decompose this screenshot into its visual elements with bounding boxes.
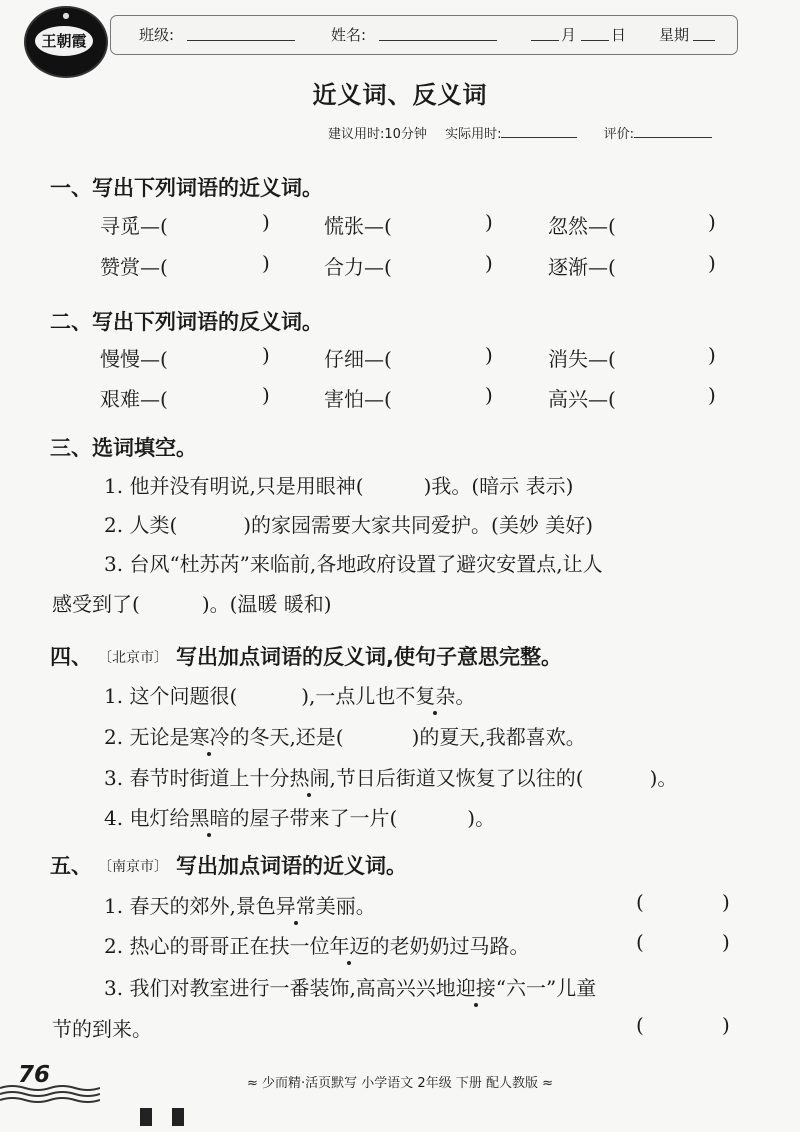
synonym-close: ) [485,251,493,275]
question-5-3-line2: 节的到来。 [52,1017,152,1041]
class-label: 班级: [139,26,175,44]
antonym-item: 艰难—( [100,387,168,411]
antonym-close: ) [485,383,493,407]
antonym-close: ) [708,383,716,407]
section-2-heading: 二、写出下列词语的反义词。 [50,310,323,334]
student-info-bar [110,15,738,55]
binding-mark [140,1108,152,1126]
answer-paren-close: ) [722,890,730,914]
actual-time-field[interactable] [501,123,577,138]
weekday-field[interactable] [693,26,715,41]
antonym-item: 慢慢—( [100,347,168,371]
answer-paren-close: ) [722,930,730,954]
day-label: 日 [611,26,627,44]
actual-time-label: 实际用时: [445,127,502,142]
question-5-2: 2. 热心的哥哥正在扶一位年迈的老奶奶过马路。 [104,930,529,959]
suggested-time: 建议用时:10分钟 [328,127,427,142]
section-1-heading: 一、写出下列词语的近义词。 [50,176,323,200]
page-number: 76 [18,1062,51,1088]
brand-logo [24,6,108,78]
section-4-heading: 四、〔 北京市 〕 写出加点词语的反义词,使句子意思完整。 [50,641,562,671]
month-field[interactable] [531,26,559,41]
question-4-1: 1. 这个问题很( ),一点儿也不复杂。 [104,680,475,709]
synonym-close: ) [262,210,270,234]
question-4-3: 3. 春节时街道上十分热闹,节日后街道又恢复了以往的( )。 [104,762,677,791]
region-tag: 〔 北京市 〕 [94,647,172,669]
antonym-item: 仔细—( [324,347,392,371]
weekday-label: 星期 [659,26,690,44]
synonym-close: ) [485,210,493,234]
name-label: 姓名: [331,26,367,44]
answer-paren-close: ) [722,1013,730,1037]
synonym-item: 寻觅—( [100,214,168,238]
antonym-close: ) [485,343,493,367]
answer-paren-open: ( [636,930,644,954]
antonym-item: 高兴—( [548,387,616,411]
binding-mark [172,1108,184,1126]
question-5-3-line1: 3. 我们对教室进行一番装饰,高高兴兴地迎接“六一”儿童 [104,972,596,1001]
footer-text: ≈ 少而精·活页默写 小学语文 2年级 下册 配人教版 ≈ [247,1076,553,1091]
answer-paren-open: ( [636,1013,644,1037]
synonym-close: ) [262,251,270,275]
logo-text: 王朝霞 [35,26,93,56]
synonym-item: 慌张—( [324,214,392,238]
antonym-item: 害怕—( [324,387,392,411]
synonym-item: 赞赏—( [100,255,168,279]
synonym-close: ) [708,210,716,234]
time-meta [328,123,712,142]
question-3-1: 1. 他并没有明说,只是用眼神( )我。(暗示 表示) [104,474,574,498]
question-3-3-line1: 3. 台风“杜苏芮”来临前,各地政府设置了避灾安置点,让人 [104,552,603,576]
day-field[interactable] [581,26,609,41]
month-label: 月 [561,26,577,44]
synonym-item: 逐渐—( [548,255,616,279]
question-4-2: 2. 无论是寒冷的冬天,还是( )的夏天,我都喜欢。 [104,721,586,750]
synonym-item: 忽然—( [548,214,616,238]
rating-field[interactable] [634,123,712,138]
rating-label: 评价: [603,127,634,142]
question-4-4: 4. 电灯给黑暗的屋子带来了一片( )。 [104,802,495,831]
logo-ring-text: ● [62,11,70,20]
section-3-heading: 三、选词填空。 [50,436,197,460]
antonym-close: ) [262,383,270,407]
question-5-1: 1. 春天的郊外,景色异常美丽。 [104,890,376,919]
antonym-close: ) [262,343,270,367]
name-field[interactable] [379,26,497,41]
region-tag: 〔 南京市 〕 [94,856,172,878]
antonym-close: ) [708,343,716,367]
antonym-item: 消失—( [548,347,616,371]
synonym-close: ) [708,251,716,275]
section-5-heading: 五、〔 南京市 〕 写出加点词语的近义词。 [50,850,407,880]
question-3-3-line2: 感受到了( )。(温暖 暖和) [52,592,332,616]
class-field[interactable] [187,26,295,41]
page-title: 近义词、反义词 [312,81,488,109]
answer-paren-open: ( [636,890,644,914]
question-3-2: 2. 人类( )的家园需要大家共同爱护。(美妙 美好) [104,513,594,537]
synonym-item: 合力—( [324,255,392,279]
